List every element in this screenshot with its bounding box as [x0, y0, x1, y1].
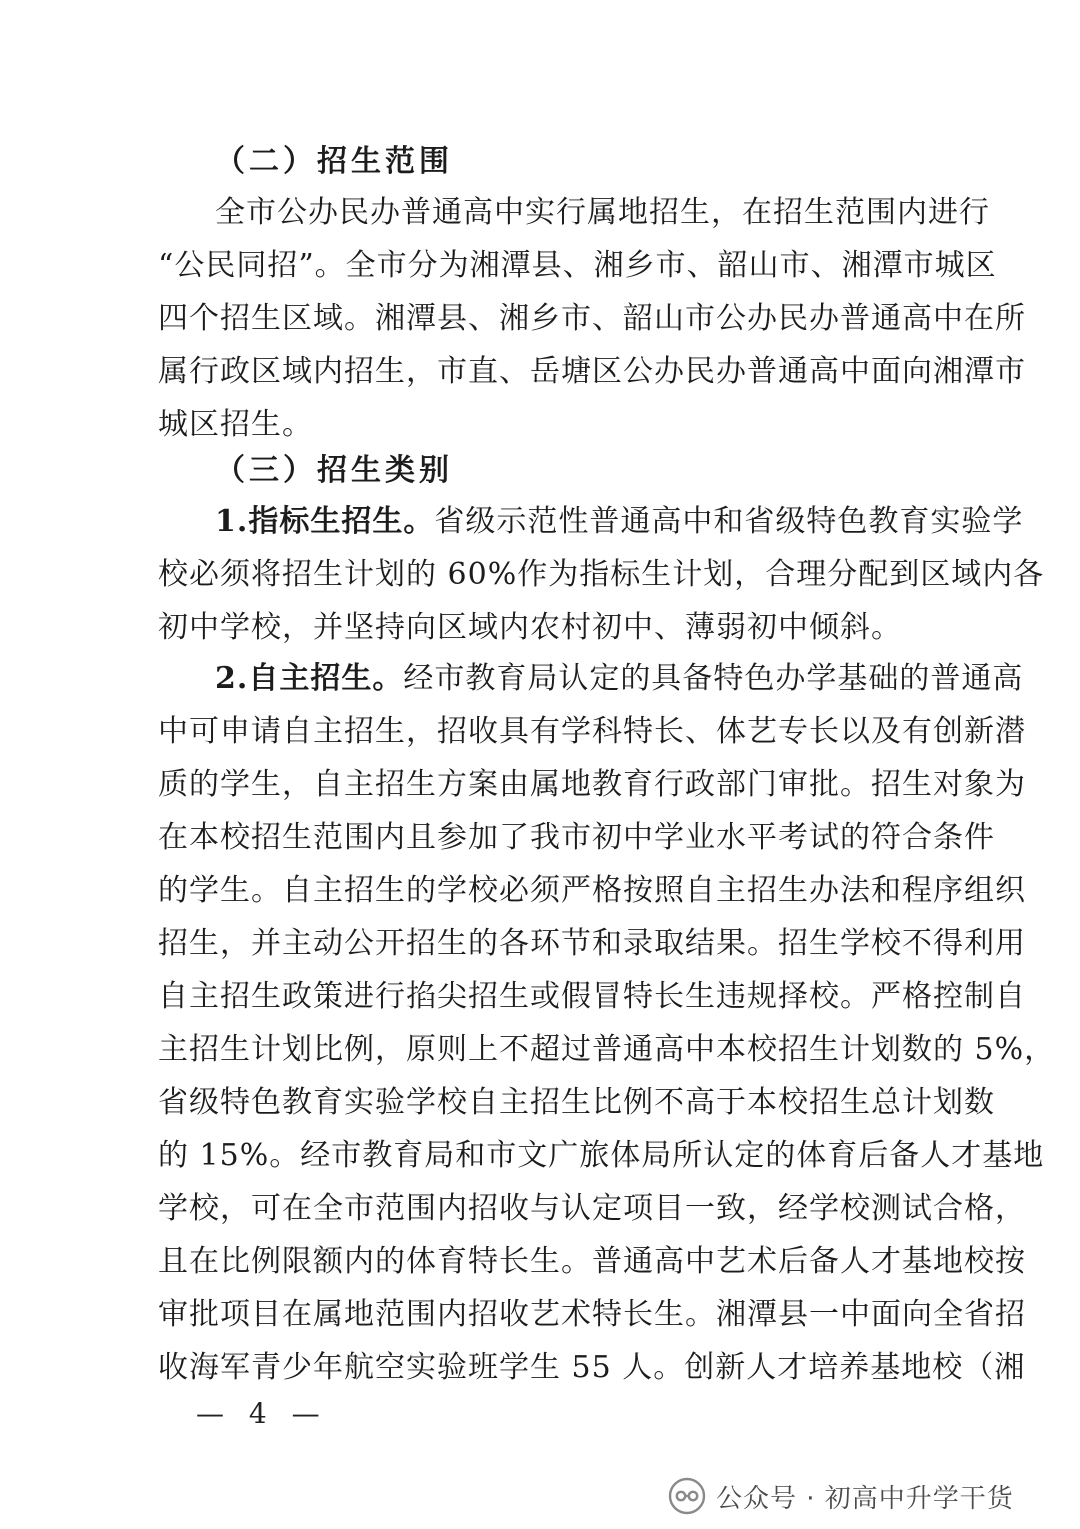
- item1-text: 省级示范性普通高中和省级特色教育实验学: [434, 504, 1024, 539]
- paragraph-line: 初中学校，并坚持向区域内农村初中、薄弱初中倾斜。: [158, 610, 902, 645]
- paragraph-line: 主招生计划比例，原则上不超过普通高中本校招生计划数的 5%，: [158, 1032, 1056, 1067]
- paragraph-line: 自主招生政策进行掐尖招生或假冒特长生违规择校。严格控制自: [158, 979, 1026, 1014]
- item1-title: 1.指标生招生。: [215, 504, 435, 539]
- paragraph-line: 的 15%。经市教育局和市文广旅体局所认定的体育后备人才基地: [158, 1138, 1045, 1173]
- paragraph-line: 学校，可在全市范围内招收与认定项目一致，经学校测试合格，: [158, 1191, 1026, 1226]
- wechat-official-account-icon: [668, 1477, 706, 1515]
- section3-heading: （三）招生类别: [215, 453, 453, 488]
- paragraph-line: 省级特色教育实验学校自主招生比例不高于本校招生总计划数: [158, 1085, 995, 1120]
- paragraph-line: 收海军青少年航空实验班学生 55 人。创新人才培养基地校（湘: [158, 1350, 1026, 1385]
- item2-first-line: [215, 659, 1024, 699]
- section2-heading: （二）招生范围: [215, 144, 453, 179]
- paragraph-line: 四个招生区域。湘潭县、湘乡市、韶山市公办民办普通高中在所: [158, 301, 1026, 336]
- paragraph-line: 且在比例限额内的体育特长生。普通高中艺术后备人才基地校按: [158, 1244, 1026, 1279]
- paragraph-line: 在本校招生范围内且参加了我市初中学业水平考试的符合条件: [158, 820, 995, 855]
- item2-title: 2.自主招生。: [215, 661, 404, 696]
- paragraph-line: 属行政区域内招生，市直、岳塘区公办民办普通高中面向湘潭市: [158, 354, 1026, 389]
- item2-text: 经市教育局认定的具备特色办学基础的普通高: [403, 661, 1024, 696]
- watermark: [668, 1474, 1014, 1518]
- paragraph-line: 审批项目在属地范围内招收艺术特长生。湘潭县一中面向全省招: [158, 1297, 1026, 1332]
- paragraph-line: 招生，并主动公开招生的各环节和录取结果。招生学校不得利用: [158, 926, 1026, 961]
- watermark-text: 公众号 · 初高中升学干货: [716, 1483, 1014, 1514]
- paragraph-line: 校必须将招生计划的 60%作为指标生计划，合理分配到区域内各: [158, 557, 1045, 592]
- paragraph-line: 中可申请自主招生，招收具有学科特长、体艺专长以及有创新潜: [158, 714, 1026, 749]
- paragraph-line: 全市公办民办普通高中实行属地招生，在招生范围内进行: [215, 195, 990, 230]
- item1-first-line: [215, 502, 1024, 542]
- paragraph-line: 质的学生，自主招生方案由属地教育行政部门审批。招生对象为: [158, 767, 1026, 802]
- paragraph-line: “公民同招”。全市分为湘潭县、湘乡市、韶山市、湘潭市城区: [158, 248, 997, 283]
- page-number: — 4 —: [196, 1397, 328, 1430]
- paragraph-line: 的学生。自主招生的学校必须严格按照自主招生办法和程序组织: [158, 873, 1026, 908]
- paragraph-line: 城区招生。: [158, 407, 313, 442]
